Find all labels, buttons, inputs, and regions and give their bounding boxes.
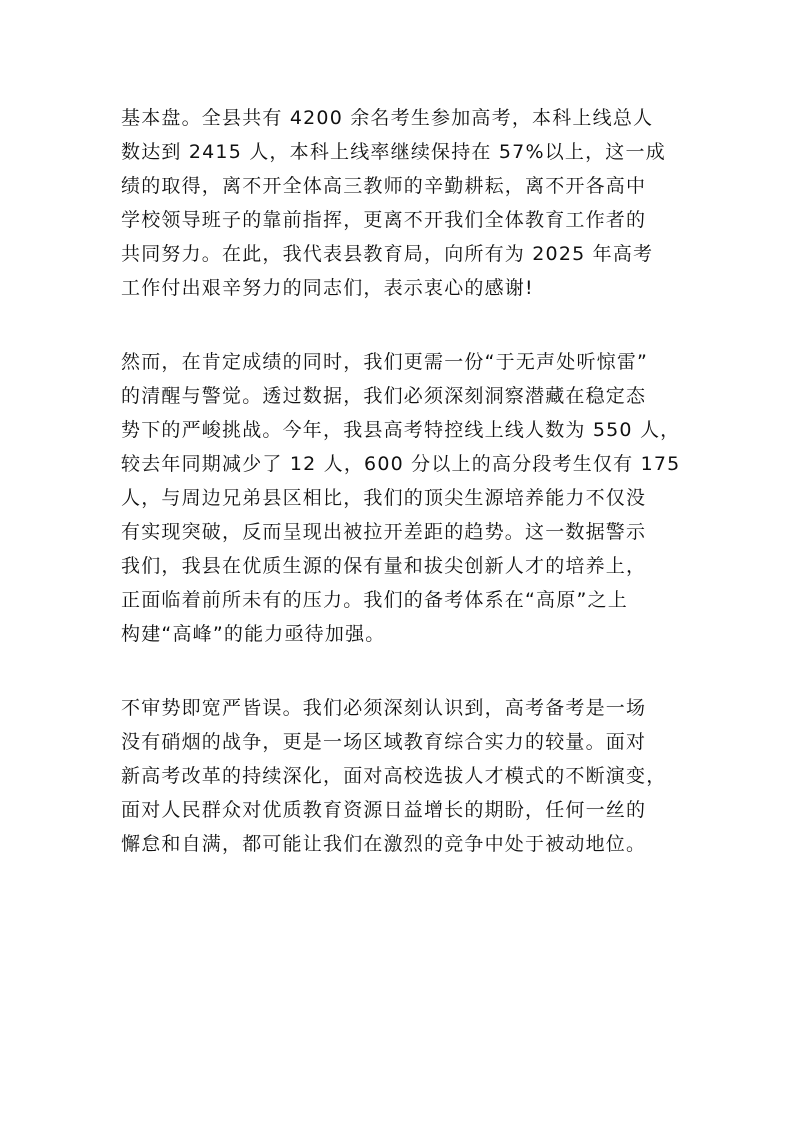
text-line: 工作付出艰辛努力的同志们，表示衷心的感谢! [121,277,534,299]
document-body [121,101,681,861]
text-line: 数达到 2415 人，本科上线率继续保持在 57%以上，这一成 [121,141,666,163]
text-line: 然而，在肯定成绩的同时，我们更需一份“于无声处听惊雷” [121,351,649,373]
text-line: 基本盘。全县共有 4200 余名考生参加高考，本科上线总人 [121,107,654,129]
text-line: 正面临着前所未有的压力。我们的备考体系在“高原”之上 [121,589,628,611]
text-line: 面对人民群众对优质教育资源日益增长的期盼，任何一丝的 [121,799,647,821]
paragraph-spacer [121,651,681,691]
paragraph-awareness [121,691,681,861]
text-line: 我们，我县在优质生源的保有量和拔尖创新人才的培养上， [121,555,647,577]
paragraph-spacer [121,305,681,345]
text-line: 有实现突破，反而呈现出被拉开差距的趋势。这一数据警示 [121,521,647,543]
text-line: 不审势即宽严皆误。我们必须深刻认识到，高考备考是一场 [121,697,647,719]
text-line: 共同努力。在此，我代表县教育局，向所有为 2025 年高考 [121,243,654,265]
text-line: 的清醒与警觉。透过数据，我们必须深刻洞察潜藏在稳定态 [121,385,647,407]
text-line: 没有硝烟的战争，更是一场区域教育综合实力的较量。面对 [121,731,647,753]
paragraph-achievements [121,101,681,305]
text-line: 构建“高峰”的能力亟待加强。 [121,623,386,645]
text-line: 势下的严峻挑战。今年，我县高考特控线上线人数为 550 人， [121,419,681,441]
text-line: 学校领导班子的靠前指挥，更离不开我们全体教育工作者的 [121,209,647,231]
paragraph-challenges [121,345,681,651]
text-line: 绩的取得，离不开全体高三教师的辛勤耕耘，离不开各高中 [121,175,647,197]
text-line: 较去年同期减少了 12 人，600 分以上的高分段考生仅有 175 [121,453,681,475]
text-line: 懈怠和自满，都可能让我们在激烈的竞争中处于被动地位。 [121,833,647,855]
text-line: 人，与周边兄弟县区相比，我们的顶尖生源培养能力不仅没 [121,487,647,509]
text-line: 新高考改革的持续深化，面对高校选拔人才模式的不断演变， [121,765,667,787]
